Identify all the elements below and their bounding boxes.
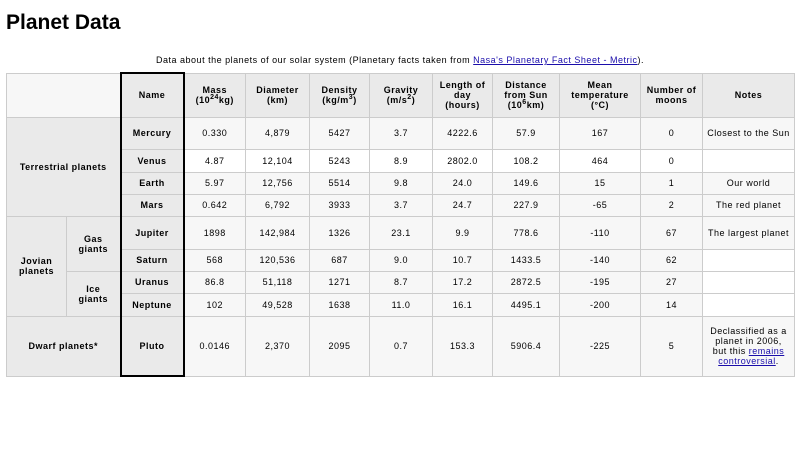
cell-moons: 1 xyxy=(641,172,703,194)
cell-temp: 167 xyxy=(560,117,641,149)
cell-distance: 2872.5 xyxy=(493,271,560,293)
cell-density: 5243 xyxy=(310,149,370,172)
cell-mass: 0.330 xyxy=(184,117,246,149)
table-row xyxy=(7,117,795,149)
cell-mass: 1898 xyxy=(184,216,246,249)
cell-distance: 4495.1 xyxy=(493,293,560,316)
cell-moons: 14 xyxy=(641,293,703,316)
table-row xyxy=(7,271,795,293)
planet-name: Mars xyxy=(121,194,184,216)
cell-moons: 67 xyxy=(641,216,703,249)
cell-mass: 568 xyxy=(184,249,246,271)
table-row xyxy=(7,172,795,194)
planet-name: Saturn xyxy=(121,249,184,271)
cell-day: 16.1 xyxy=(433,293,493,316)
group-gas-giants: Gas giants xyxy=(67,216,121,271)
cell-distance: 227.9 xyxy=(493,194,560,216)
cell-density: 3933 xyxy=(310,194,370,216)
planet-name: Pluto xyxy=(121,316,184,376)
header-row xyxy=(7,73,795,117)
cell-distance: 1433.5 xyxy=(493,249,560,271)
header-gravity: Gravity $(m/s^2)$ xyxy=(370,73,433,117)
cell-day: 24.0 xyxy=(433,172,493,194)
cell-temp: -65 xyxy=(560,194,641,216)
cell-diameter: 120,536 xyxy=(246,249,310,271)
cell-notes: Declassified as a planet in 2006, but this remains controversial. xyxy=(703,316,795,376)
cell-temp: -200 xyxy=(560,293,641,316)
header-moons: Number of moons xyxy=(641,73,703,117)
cell-moons: 5 xyxy=(641,316,703,376)
planet-name: Neptune xyxy=(121,293,184,316)
table-row xyxy=(7,149,795,172)
cell-moons: 0 xyxy=(641,117,703,149)
header-temperature: Mean temperature (°C) xyxy=(560,73,641,117)
cell-diameter: 51,118 xyxy=(246,271,310,293)
cell-day: 2802.0 xyxy=(433,149,493,172)
cell-day: 9.9 xyxy=(433,216,493,249)
cell-day: 24.7 xyxy=(433,194,493,216)
cell-distance: 108.2 xyxy=(493,149,560,172)
cell-notes: The red planet xyxy=(703,194,795,216)
cell-diameter: 12,104 xyxy=(246,149,310,172)
page-title: Planet Data xyxy=(6,11,121,34)
cell-diameter: 142,984 xyxy=(246,216,310,249)
cell-density: 5514 xyxy=(310,172,370,194)
cell-gravity: 9.0 xyxy=(370,249,433,271)
caption-suffix: ). xyxy=(637,55,644,65)
header-day-length: Length of day (hours) xyxy=(433,73,493,117)
header-diameter: Diameter (km) xyxy=(246,73,310,117)
cell-density: 687 xyxy=(310,249,370,271)
cell-moons: 2 xyxy=(641,194,703,216)
header-density: Density $(kg/m^3)$ xyxy=(310,73,370,117)
header-distance: Distance from Sun $(10^6km)$ xyxy=(493,73,560,117)
cell-temp: -225 xyxy=(560,316,641,376)
cell-mass: 0.642 xyxy=(184,194,246,216)
cell-notes xyxy=(703,249,795,271)
planet-name: Mercury xyxy=(121,117,184,149)
controversial-link[interactable]: remains controversial xyxy=(718,346,785,366)
caption-text: Data about the planets of our solar system (Planetary facts taken from xyxy=(156,55,474,65)
cell-diameter: 49,528 xyxy=(246,293,310,316)
cell-notes xyxy=(703,271,795,293)
planet-name: Uranus xyxy=(121,271,184,293)
cell-day: 10.7 xyxy=(433,249,493,271)
header-notes: Notes xyxy=(703,73,795,117)
cell-distance: 778.6 xyxy=(493,216,560,249)
planet-name: Jupiter xyxy=(121,216,184,249)
header-mass: Mass $(10^{24}kg)$ xyxy=(184,73,246,117)
cell-mass: 5.97 xyxy=(184,172,246,194)
cell-diameter: 2,370 xyxy=(246,316,310,376)
cell-moons: 62 xyxy=(641,249,703,271)
cell-gravity: 8.9 xyxy=(370,149,433,172)
cell-mass: 0.0146 xyxy=(184,316,246,376)
cell-gravity: 3.7 xyxy=(370,194,433,216)
cell-moons: 27 xyxy=(641,271,703,293)
table-row xyxy=(7,293,795,316)
cell-temp: 15 xyxy=(560,172,641,194)
cell-mass: 4.87 xyxy=(184,149,246,172)
cell-moons: 0 xyxy=(641,149,703,172)
cell-density: 5427 xyxy=(310,117,370,149)
group-dwarf: Dwarf planets* xyxy=(7,316,121,376)
cell-temp: -110 xyxy=(560,216,641,249)
header-name: Name xyxy=(121,73,184,117)
cell-day: 17.2 xyxy=(433,271,493,293)
cell-diameter: 12,756 xyxy=(246,172,310,194)
planet-name: Earth xyxy=(121,172,184,194)
cell-day: 153.3 xyxy=(433,316,493,376)
cell-diameter: 4,879 xyxy=(246,117,310,149)
cell-distance: 149.6 xyxy=(493,172,560,194)
table-row xyxy=(7,316,795,376)
cell-temp: 464 xyxy=(560,149,641,172)
cell-temp: -195 xyxy=(560,271,641,293)
cell-notes xyxy=(703,293,795,316)
cell-notes: Closest to the Sun xyxy=(703,117,795,149)
cell-density: 1638 xyxy=(310,293,370,316)
cell-density: 1271 xyxy=(310,271,370,293)
cell-gravity: 9.8 xyxy=(370,172,433,194)
cell-mass: 86.8 xyxy=(184,271,246,293)
cell-density: 2095 xyxy=(310,316,370,376)
planet-table xyxy=(6,72,795,377)
cell-notes xyxy=(703,149,795,172)
planet-name: Venus xyxy=(121,149,184,172)
cell-notes: Our world xyxy=(703,172,795,194)
cell-distance: 5906.4 xyxy=(493,316,560,376)
cell-diameter: 6,792 xyxy=(246,194,310,216)
group-jovian: Jovian planets xyxy=(7,216,67,316)
cell-gravity: 8.7 xyxy=(370,271,433,293)
cell-density: 1326 xyxy=(310,216,370,249)
cell-day: 4222.6 xyxy=(433,117,493,149)
group-ice-giants: Ice giants xyxy=(67,271,121,316)
cell-gravity: 11.0 xyxy=(370,293,433,316)
cell-mass: 102 xyxy=(184,293,246,316)
cell-notes: The largest planet xyxy=(703,216,795,249)
cell-temp: -140 xyxy=(560,249,641,271)
empty-corner xyxy=(7,73,121,117)
group-terrestrial: Terrestrial planets xyxy=(7,117,121,216)
cell-gravity: 0.7 xyxy=(370,316,433,376)
nasa-fact-sheet-link[interactable]: Nasa's Planetary Fact Sheet - Metric xyxy=(473,55,638,65)
table-row xyxy=(7,216,795,249)
cell-gravity: 3.7 xyxy=(370,117,433,149)
cell-gravity: 23.1 xyxy=(370,216,433,249)
cell-distance: 57.9 xyxy=(493,117,560,149)
table-row xyxy=(7,194,795,216)
table-caption xyxy=(0,55,800,65)
table-row xyxy=(7,249,795,271)
